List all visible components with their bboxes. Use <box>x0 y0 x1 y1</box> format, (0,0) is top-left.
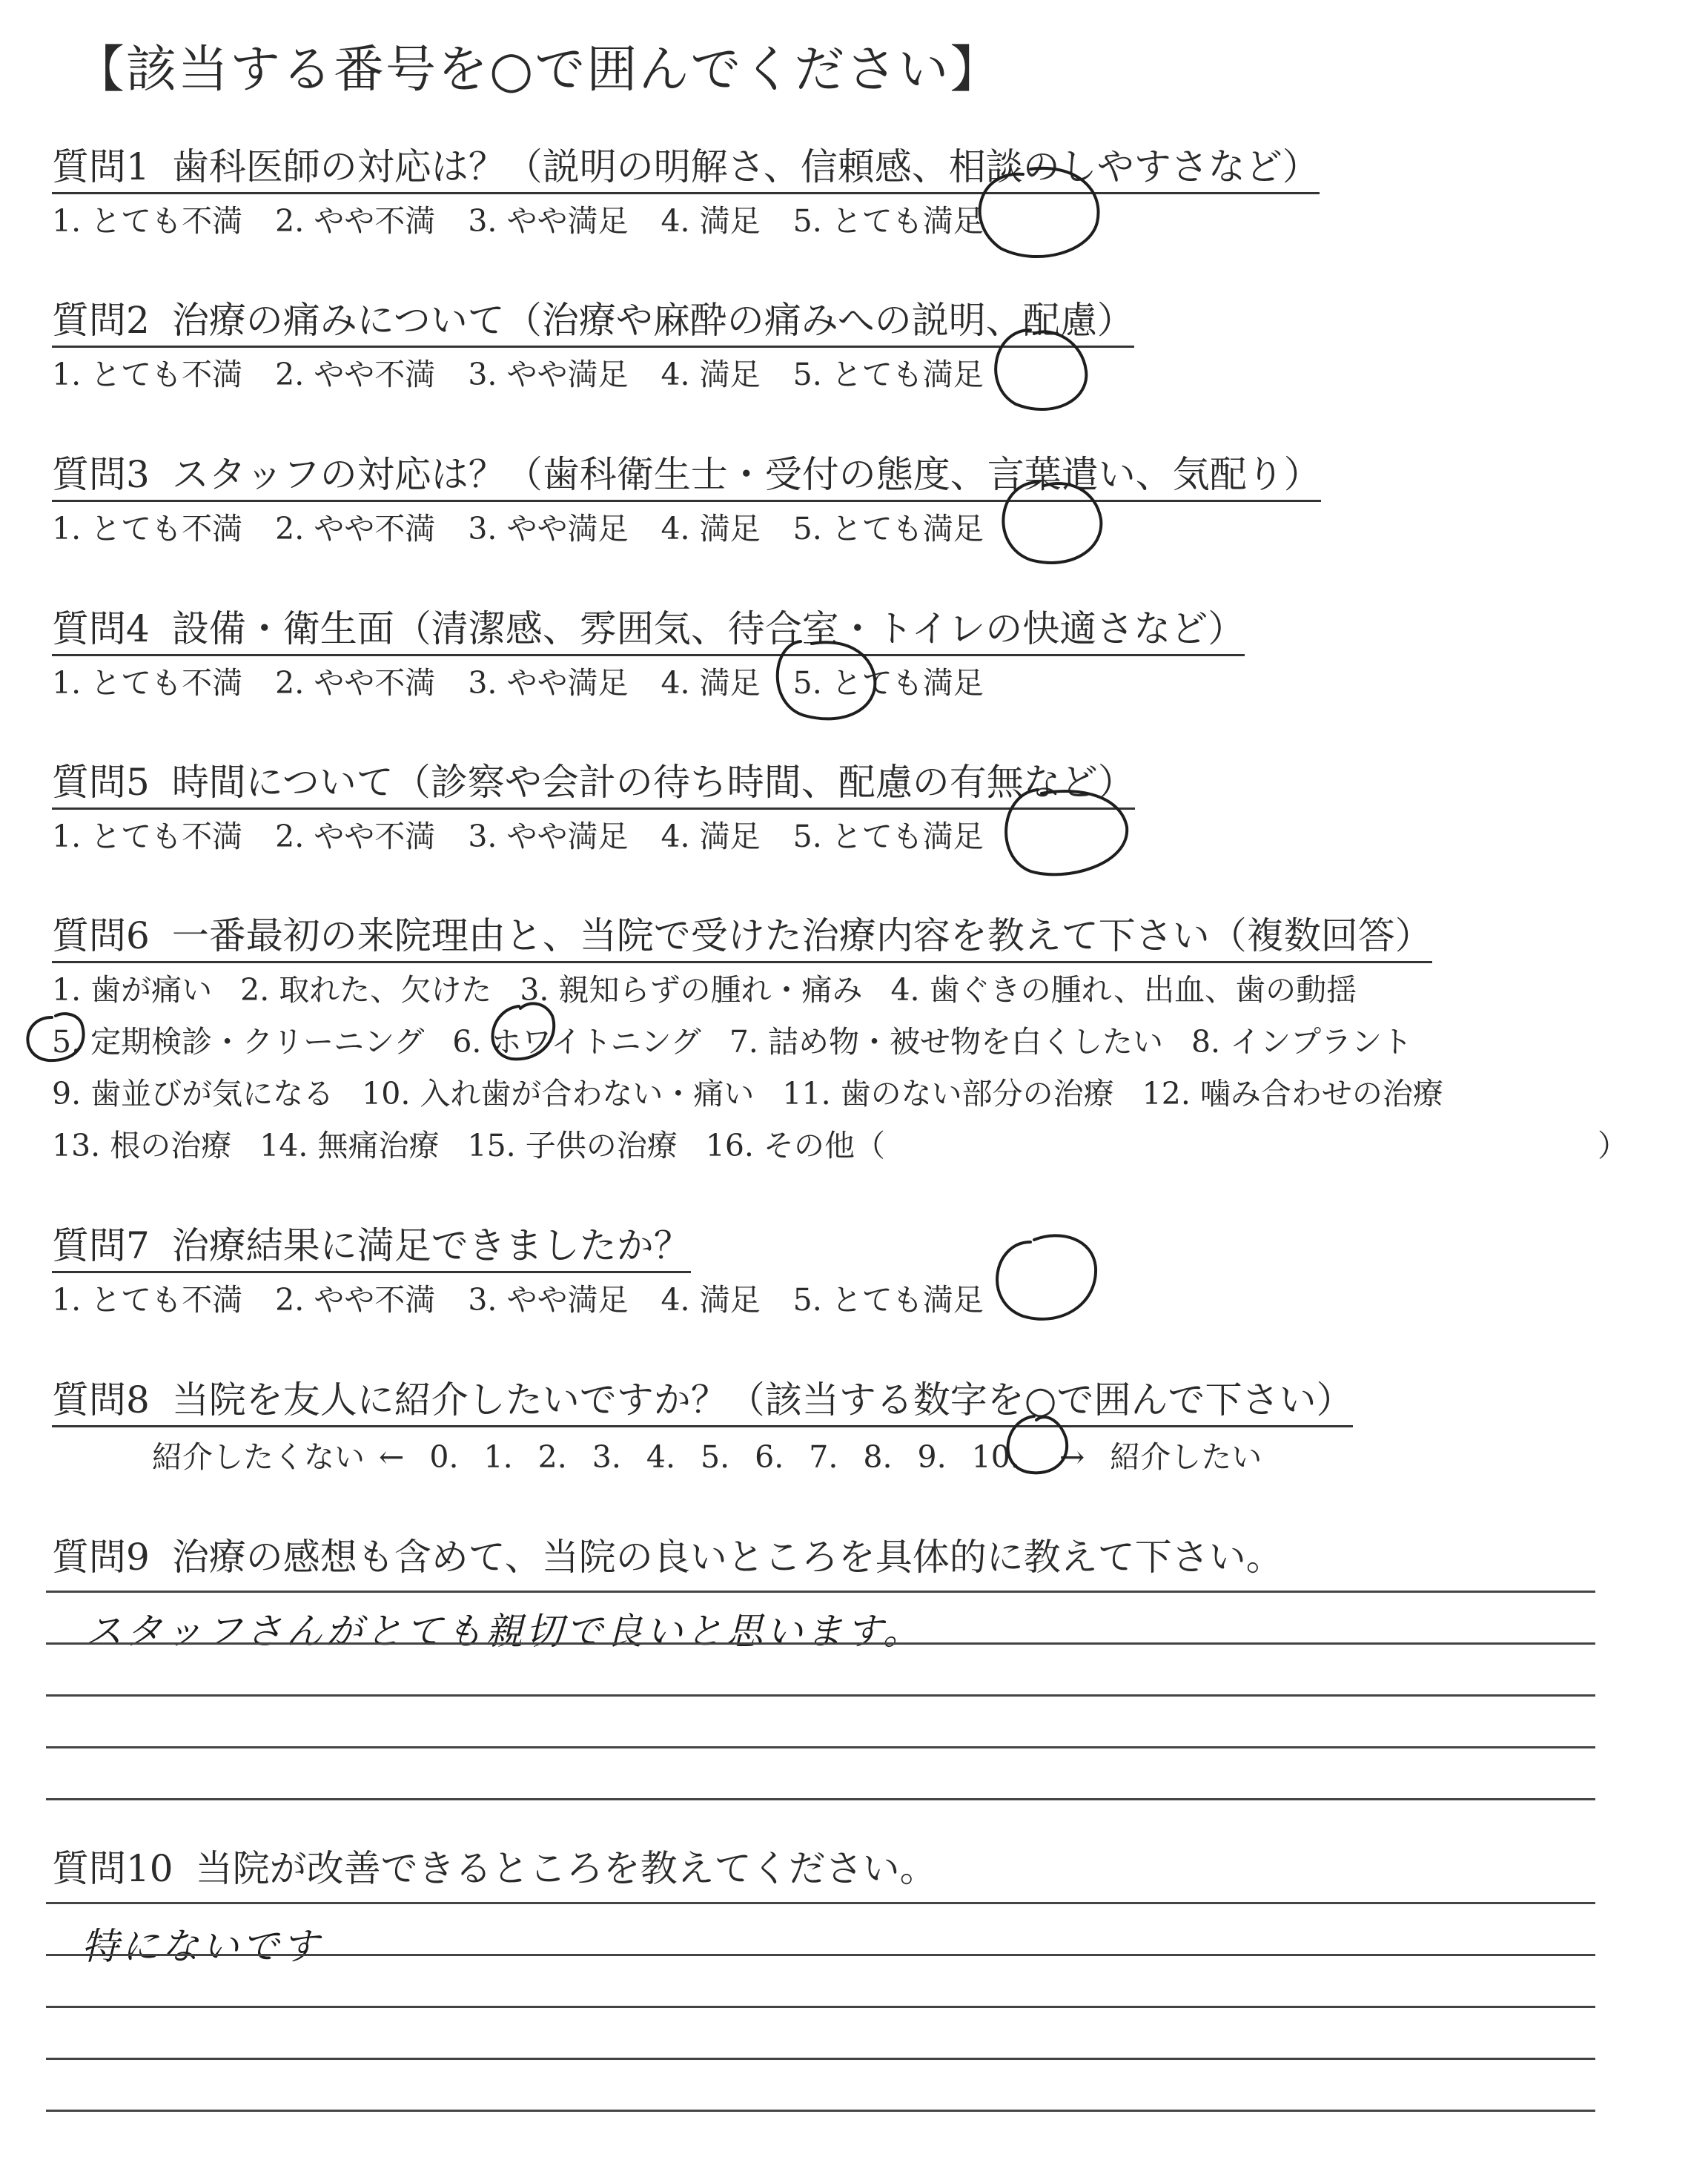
option-15[interactable]: 15. 子供の治療 <box>467 1128 678 1163</box>
scale-1[interactable]: 1. <box>483 1439 513 1475</box>
question-number: 質問7 <box>52 1224 150 1267</box>
question-text: 当院が改善できるところを教えてください。 <box>195 1847 937 1890</box>
option-14[interactable]: 14. 無痛治療 <box>259 1128 440 1163</box>
option-2[interactable]: 2. 取れた、欠けた <box>240 972 492 1008</box>
question-text: 治療の感想も含めて、当院の良いところを具体的に教えて下さい。 <box>171 1536 1283 1579</box>
question-3 <box>52 445 1321 502</box>
option-2[interactable]: 2. やや不満 <box>275 511 436 546</box>
answer-line <box>46 1746 1595 1748</box>
question-text: 設備・衛生面（清潔感、雰囲気、待合室・トイレの快適さなど） <box>171 607 1245 650</box>
option-4[interactable]: 4. 満足 <box>661 203 761 239</box>
answer-line <box>46 1694 1595 1697</box>
question-2 <box>52 291 1134 348</box>
question-text: スタッフの対応は？（歯科衛生士・受付の態度、言葉遣い、気配り） <box>171 453 1321 496</box>
option-6[interactable]: 6. ホワイトニング <box>452 1024 701 1060</box>
option-5[interactable]: 5. とても満足 <box>792 511 984 546</box>
answer-line <box>46 1798 1595 1800</box>
option-1[interactable]: 1. とても不満 <box>52 203 243 239</box>
question-8 <box>52 1370 1353 1427</box>
question-number: 質問9 <box>52 1536 150 1579</box>
question-text: 歯科医師の対応は？（説明の明解さ、信頼感、相談のしやすさなど） <box>171 145 1320 188</box>
question-number: 質問1 <box>52 145 150 188</box>
q9-handwritten-answer[interactable]: スタッフさんがとても親切で良いと思います。 <box>85 1610 923 1653</box>
option-1[interactable]: 1. とても不満 <box>52 665 243 701</box>
q3-options <box>52 504 1016 548</box>
option-10[interactable]: 10. 入れ歯が合わない・痛い <box>362 1076 755 1112</box>
question-10 <box>52 1839 937 1894</box>
answer-line <box>46 2006 1595 2008</box>
q6-row-3 <box>52 1069 1472 1113</box>
answer-line <box>46 1954 1595 1956</box>
option-2[interactable]: 2. やや不満 <box>275 665 436 701</box>
right-arrow-icon: → <box>1059 1439 1085 1475</box>
option-3[interactable]: 3. やや満足 <box>468 511 629 546</box>
question-number: 質問4 <box>52 607 150 650</box>
question-text: 一番最初の来院理由と、当院で受けた治療内容を教えて下さい（複数回答） <box>171 914 1432 957</box>
scale-0[interactable]: 0. <box>429 1439 459 1475</box>
option-5[interactable]: 5. とても満足 <box>792 357 984 392</box>
question-9 <box>52 1527 1283 1582</box>
answer-line <box>46 1902 1595 1904</box>
q10-handwritten-answer[interactable]: 特にないです <box>82 1925 322 1968</box>
q6-row-2 <box>52 1017 1440 1061</box>
question-number: 質問2 <box>52 299 150 342</box>
option-2[interactable]: 2. やや不満 <box>275 357 436 392</box>
option-3[interactable]: 3. やや満足 <box>468 665 629 701</box>
option-4[interactable]: 4. 歯ぐきの腫れ、出血、歯の動揺 <box>890 972 1357 1008</box>
answer-line <box>46 1591 1595 1593</box>
option-11[interactable]: 11. 歯のない部分の治療 <box>782 1076 1114 1112</box>
option-5[interactable]: 5. とても満足 <box>792 203 984 239</box>
option-8[interactable]: 8. インプラント <box>1191 1024 1413 1060</box>
question-text: 時間について（診察や会計の待ち時間、配慮の有無など） <box>171 761 1135 804</box>
question-number: 質問6 <box>52 914 150 957</box>
option-1[interactable]: 1. とても不満 <box>52 511 243 546</box>
option-5[interactable]: 5. とても満足 <box>792 1282 984 1318</box>
question-text: 当院を友人に紹介したいですか？（該当する数字を○で囲んで下さい） <box>171 1378 1354 1421</box>
option-2[interactable]: 2. やや不満 <box>275 203 436 239</box>
answer-line <box>46 1642 1595 1645</box>
option-3[interactable]: 3. やや満足 <box>468 1282 629 1318</box>
option-3[interactable]: 3. やや満足 <box>468 819 629 854</box>
q4-options <box>52 658 1016 702</box>
question-text: 治療結果に満足できましたか？ <box>171 1224 691 1267</box>
option-4[interactable]: 4. 満足 <box>661 665 761 701</box>
option-7[interactable]: 7. 詰め物・被せ物を白くしたい <box>729 1024 1163 1060</box>
scale-5[interactable]: 5. <box>701 1439 730 1475</box>
question-number: 質問10 <box>52 1847 173 1890</box>
scale-2[interactable]: 2. <box>537 1439 567 1475</box>
option-13[interactable]: 13. 根の治療 <box>52 1128 232 1163</box>
option-2[interactable]: 2. やや不満 <box>275 819 436 854</box>
question-text: 治療の痛みについて（治療や麻酔の痛みへの説明、配慮） <box>171 299 1134 342</box>
option-9[interactable]: 9. 歯並びが気になる <box>52 1076 334 1112</box>
answer-line <box>46 2110 1595 2112</box>
option-1[interactable]: 1. とても不満 <box>52 357 243 392</box>
scale-left-label: 紹介したくない <box>152 1439 365 1475</box>
q7-options <box>52 1275 1016 1319</box>
question-number: 質問3 <box>52 453 150 496</box>
scale-3[interactable]: 3. <box>592 1439 621 1475</box>
scale-6[interactable]: 6. <box>755 1439 784 1475</box>
option-4[interactable]: 4. 満足 <box>661 819 761 854</box>
option-2[interactable]: 2. やや不満 <box>275 1282 436 1318</box>
scale-7[interactable]: 7. <box>809 1439 838 1475</box>
option-1[interactable]: 1. とても不満 <box>52 819 243 854</box>
q2-options <box>52 350 1016 394</box>
question-number: 質問8 <box>52 1378 150 1421</box>
answer-line <box>46 2058 1595 2060</box>
option-5[interactable]: 5. 定期検診・クリーニング <box>52 1024 425 1060</box>
q6-row-4 <box>52 1121 913 1165</box>
option-4[interactable]: 4. 満足 <box>661 511 761 546</box>
scale-8[interactable]: 8. <box>863 1439 893 1475</box>
scale-right-label: 紹介したい <box>1110 1439 1262 1475</box>
option-3[interactable]: 3. やや満足 <box>468 203 629 239</box>
scale-4[interactable]: 4. <box>646 1439 676 1475</box>
question-6 <box>52 906 1432 963</box>
question-1 <box>52 137 1320 194</box>
q1-options <box>52 196 1016 240</box>
option-3[interactable]: 3. 親知らずの腫れ・痛み <box>520 972 863 1008</box>
scale-9[interactable]: 9. <box>917 1439 947 1475</box>
option-4[interactable]: 4. 満足 <box>661 357 761 392</box>
q5-options <box>52 812 1016 856</box>
question-4 <box>52 599 1245 656</box>
q6-row-1 <box>52 965 1385 1009</box>
scale-10[interactable]: 10. <box>971 1439 1020 1475</box>
q6-other-close-paren: ） <box>1598 1128 1628 1163</box>
option-16[interactable]: 16. その他（ <box>705 1128 885 1163</box>
option-4[interactable]: 4. 満足 <box>661 1282 761 1318</box>
q8-scale <box>152 1433 1262 1476</box>
option-3[interactable]: 3. やや満足 <box>468 357 629 392</box>
question-5 <box>52 753 1135 810</box>
question-number: 質問5 <box>52 761 150 804</box>
option-5[interactable]: 5. とても満足 <box>792 819 984 854</box>
option-1[interactable]: 1. とても不満 <box>52 1282 243 1318</box>
question-7 <box>52 1216 691 1273</box>
option-5[interactable]: 5. とても満足 <box>792 665 984 701</box>
option-1[interactable]: 1. 歯が痛い <box>52 972 213 1008</box>
left-arrow-icon: ← <box>379 1439 405 1475</box>
option-12[interactable]: 12. 噛み合わせの治療 <box>1142 1076 1443 1112</box>
form-header: 【該当する番号を○で囲んでください】 <box>74 41 1002 99</box>
